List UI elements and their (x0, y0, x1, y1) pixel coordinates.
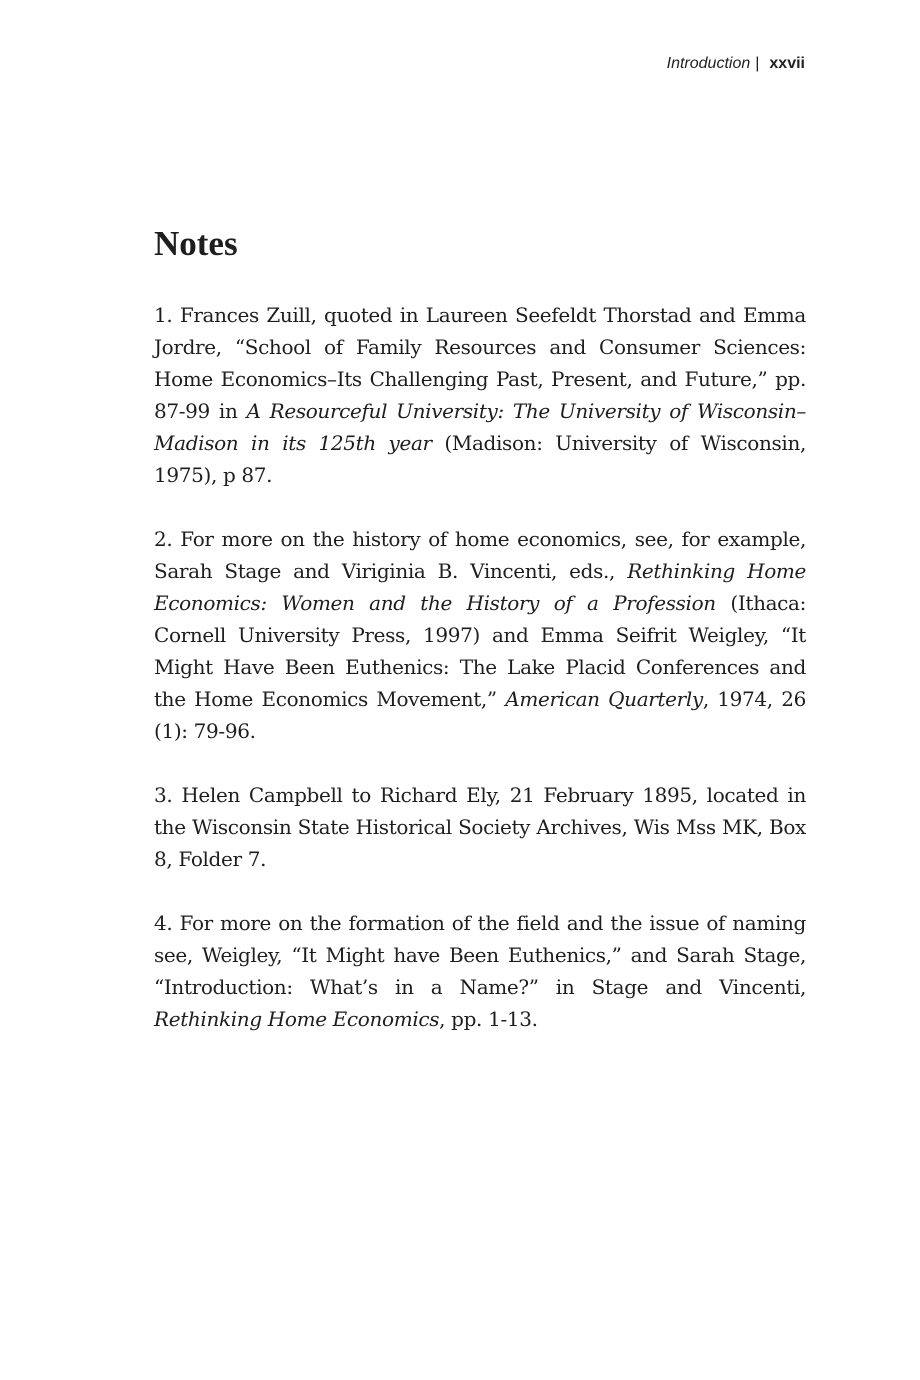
note-text: 1. Frances Zuill, quoted in Laureen Seefeldt Thorstad and Emma Jordre, “School of Family Resources and Consumer Sciences: Home Economics–Its Challenging Past, Present, and Future,” pp. 87-99 in (154, 303, 806, 423)
running-head (667, 55, 805, 73)
note-text: , 1974, 26 (1): 79-96. (154, 687, 807, 743)
note-text: 4. For more on the formation of the field and the issue of naming see, Weigley, “It Might have Been Euthenics,” and Sarah Stage, “Introduction: What’s in a Name?” in Stage and Vincenti, (154, 911, 806, 999)
running-head-separator: | (755, 55, 760, 72)
note-text: , pp. 1-13. (439, 1007, 538, 1031)
running-head-section: Introduction (666, 55, 751, 72)
note-title-italic: Rethinking Home Economics (154, 1007, 440, 1031)
note-title-italic: Rethinking Home Economics: Women and the History of a Profession (154, 559, 807, 615)
note-3 (154, 779, 806, 875)
note-title-italic: A Resourceful University: The University of Wisconsin–Madison in its 125th year (154, 399, 807, 455)
notes-section (154, 222, 806, 1067)
note-text: (Madison: University of Wisconsin, 1975), p 87. (154, 431, 806, 487)
note-text: 2. For more on the history of home economics, see, for example, Sarah Stage and Viriginia B. Vincenti, eds., (154, 527, 806, 583)
page-title: Notes (154, 224, 238, 263)
note-2 (154, 523, 806, 747)
note-text: 3. Helen Campbell to Richard Ely, 21 February 1895, located in the Wisconsin State Historical Society Archives, Wis Mss MK, Box 8, Folder 7. (154, 783, 806, 871)
note-1 (154, 299, 806, 491)
page-number: xxvii (769, 55, 805, 72)
note-text: (Ithaca: Cornell University Press, 1997) and Emma Seifrit Weigley, “It Might Have Been Euthenics: The Lake Placid Conferences and the Home Economics Movement,” (154, 591, 806, 711)
note-4 (154, 907, 806, 1035)
note-title-italic: American Quarterly (505, 687, 703, 711)
